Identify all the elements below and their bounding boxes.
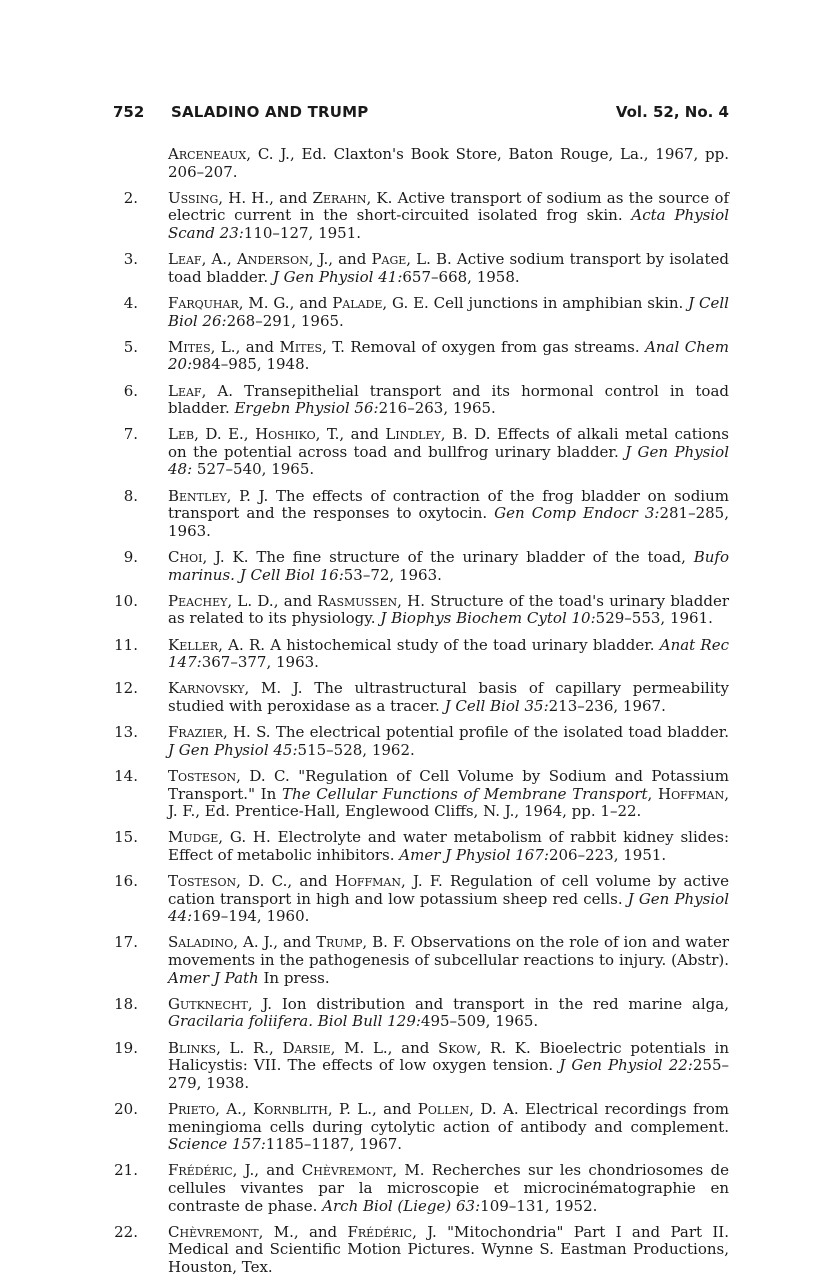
reference-text: , L. R., [216, 1038, 283, 1057]
reference-author: Darsie [282, 1038, 331, 1057]
page-number: 752 [113, 103, 145, 121]
reference-entry [113, 295, 729, 330]
reference-text: , H. H., and [218, 188, 313, 207]
reference-text: , M. J. The ultrastructural basis of capillary permeability studied with peroxidase as a tracer. [168, 679, 729, 715]
reference-author: Hoffman [334, 872, 401, 891]
reference-author: Chèvremont [301, 1161, 393, 1180]
reference-text: , L. B. Active sodium transport by isolated toad bladder. [168, 250, 729, 286]
reference-entry [113, 873, 729, 926]
reference-author: Frazier [168, 723, 223, 742]
continuation-text: , C. J., Ed. Claxton's Book Store, Baton Rouge, La., 1967, pp. 206–207. [168, 145, 729, 181]
reference-text: , T. Removal of oxygen from gas streams. [322, 337, 646, 356]
reference-text: , P. L., and [327, 1100, 418, 1118]
reference-author: Mudge [168, 828, 219, 847]
reference-text: 268–291, 1965. [226, 311, 344, 330]
reference-entry [113, 637, 729, 672]
reference-number: 13. [114, 723, 138, 742]
reference-entry [113, 1224, 729, 1277]
reference-citation: J Cell Biol 26: [168, 293, 729, 330]
reference-text: , A. Transepithelial transport and its hormonal control in toad bladder. [168, 381, 729, 418]
reference-author: Rasmussen [317, 591, 398, 610]
reference-author: Chèvremont [168, 1222, 259, 1241]
reference-number: 3. [123, 250, 138, 269]
reference-citation: J Gen Physiol 44: [168, 889, 730, 926]
reference-entry [113, 996, 729, 1031]
reference-author: Page [371, 250, 407, 269]
reference-text: , M. Recherches sur les chondriosomes de cellules vivantes par la microscopie et microcinématographie en contraste de phase. [168, 1161, 729, 1215]
reference-text: , P. J. The effects of contraction of the frog bladder on sodium transport and the responses to oxytocin. [168, 486, 729, 523]
reference-text: , J. F. Regulation of cell volume by active cation transport in high and low potassium sheep red cells. [168, 872, 729, 908]
reference-text: 255–279, 1938. [168, 1056, 729, 1092]
reference-text: 527–540, 1965. [192, 460, 315, 479]
reference-text: , L. D., and [227, 591, 318, 610]
reference-citation: Gen Comp Endocr 3: [494, 504, 660, 523]
reference-number: 16. [114, 872, 138, 891]
reference-number: 10. [114, 591, 138, 610]
reference-author: Mites [279, 337, 323, 356]
reference-text: 281–285, 1963. [168, 504, 729, 540]
reference-text: , K. Active transport of sodium as the source of electric current in the short-circuited isolated frog skin. [168, 188, 729, 225]
reference-citation: Anal Chem 20: [168, 337, 729, 374]
reference-author: Gutknecht [168, 994, 248, 1013]
reference-entry [113, 426, 729, 479]
reference-entry [113, 383, 729, 418]
reference-author: Hoshiko [255, 425, 316, 444]
reference-text: , G. H. Electrolyte and water metabolism of rabbit kidney slides: Effect of metabolic inhibitors. [168, 828, 729, 864]
reference-citation: J Cell Biol 35: [444, 696, 549, 715]
reference-citation: J Gen Physiol 22: [559, 1056, 693, 1075]
reference-number: 7. [123, 425, 138, 444]
reference-text: , J. "Mitochondria" Part I and Part II. Medical and Scientific Motion Pictures. Wynne S. Eastman Productions, Houston, Tex. [168, 1222, 729, 1276]
reference-author: Ussing [168, 188, 219, 207]
reference-text: 213–236, 1967. [548, 696, 666, 715]
running-header [113, 103, 729, 125]
reference-text: , M. L., and [330, 1038, 439, 1057]
reference-number: 19. [114, 1038, 138, 1057]
reference-text: , H. Structure of the toad's urinary bladder as related to its physiology. [168, 591, 730, 628]
reference-text: 367–377, 1963. [201, 653, 319, 672]
reference-text: 984–985, 1948. [192, 355, 310, 374]
reference-author: Mites [168, 337, 211, 356]
reference-text: , B. F. Observations on the role of ion and water movements in the pathogenesis of subcellular reactions to injury. (Abstr). [168, 933, 730, 970]
reference-number: 2. [123, 188, 138, 207]
reference-citation: Ergebn Physiol 56: [234, 399, 379, 418]
reference-text: , A. J., and [233, 933, 317, 952]
reference-author: Skow [438, 1038, 477, 1057]
reference-text: 1185–1187, 1967. [265, 1135, 403, 1154]
reference-text: , M., and [258, 1222, 348, 1241]
reference-entry [113, 251, 729, 286]
reference-author: Prieto [168, 1100, 216, 1118]
reference-citation: Amer J Physiol 167: [399, 845, 549, 864]
reference-text: , A. R. A histochemical study of the toad urinary bladder. [218, 635, 660, 654]
reference-number: 9. [123, 548, 138, 567]
reference-author: Zerahn [312, 188, 367, 207]
reference-author: Leaf [168, 250, 202, 269]
reference-text: , B. D. Effects of alkali metal cations on the potential across toad and bullfrog urinary bladder. [168, 425, 729, 461]
reference-citation: Science 157: [168, 1135, 266, 1154]
reference-number: 22. [114, 1222, 138, 1241]
reference-text: 53–72, 1963. [343, 565, 442, 584]
reference-author: Farquhar [168, 293, 239, 312]
reference-number: 5. [123, 337, 138, 356]
reference-text: , J., and [308, 250, 372, 269]
reference-author: Choi [168, 548, 203, 567]
reference-text: , H. S. The electrical potential profile of the isolated toad bladder. [222, 723, 729, 742]
reference-entry [113, 724, 729, 759]
reference-entry [113, 680, 729, 715]
reference-entry [113, 1162, 729, 1215]
reference-citation: Acta Physiol Scand 23: [168, 206, 729, 242]
reference-number: 4. [123, 293, 138, 312]
reference-entry [113, 549, 729, 584]
reference-author: Frédéric [347, 1222, 413, 1241]
reference-number: 20. [114, 1100, 138, 1118]
reference-text: , J. Ion distribution and transport in the red marine alga, [247, 994, 729, 1013]
reference-text: 110–127, 1951. [243, 223, 362, 242]
reference-entry [113, 768, 729, 821]
reference-number: 21. [114, 1161, 138, 1180]
reference-entry [113, 1101, 729, 1154]
reference-list [113, 146, 729, 1285]
reference-entry [113, 1040, 729, 1093]
reference-number: 14. [114, 766, 138, 785]
reference-entry [113, 339, 729, 374]
reference-citation: Anat Rec 147: [168, 635, 729, 672]
reference-citation: Gracilaria foliifera. Biol Bull 129: [168, 1012, 421, 1031]
reference-citation: The Cellular Functions of Membrane Transport [281, 784, 648, 803]
reference-number: 11. [114, 635, 138, 654]
reference-author: Leb [168, 425, 195, 444]
reference-text: , A., [215, 1100, 254, 1118]
reference-text: , [647, 784, 659, 803]
reference-citation: J Gen Physiol 45: [168, 740, 298, 759]
volume-issue: Vol. 52, No. 4 [615, 103, 729, 121]
reference-number: 18. [114, 994, 138, 1013]
reference-text: 109–131, 1952. [480, 1196, 598, 1215]
reference-text: 169–194, 1960. [192, 907, 310, 926]
reference-text: 529–553, 1961. [595, 609, 713, 628]
reference-author: Kornblith [253, 1100, 328, 1118]
reference-text: , D. E., [194, 425, 256, 444]
reference-entry [113, 488, 729, 541]
reference-author: Anderson [236, 250, 309, 269]
reference-author: Hoffman [658, 784, 725, 803]
reference-citation: Arch Biol (Liege) 63: [322, 1196, 481, 1215]
reference-text: 657–668, 1958. [402, 267, 520, 286]
reference-author: Trump [316, 933, 363, 952]
reference-text: , R. K. Bioelectric potentials in Halicystis: VII. The effects of low oxygen tension. [168, 1038, 729, 1075]
reference-entry [113, 190, 729, 243]
reference-citation: J Biophys Biochem Cytol 10: [380, 609, 596, 628]
reference-text: 206–223, 1951. [548, 845, 667, 864]
reference-number: 6. [123, 381, 138, 400]
reference-number: 8. [123, 486, 138, 505]
reference-author: Lindley [385, 425, 441, 444]
reference-author: Pollen [417, 1100, 470, 1118]
reference-author: Frédéric [168, 1161, 233, 1180]
reference-entry [113, 593, 729, 628]
reference-number: 17. [114, 933, 138, 952]
reference-author: Keller [168, 635, 219, 654]
reference-entry [113, 934, 729, 987]
reference-author: Peachey [168, 591, 228, 610]
reference-text: 216–263, 1965. [378, 399, 496, 418]
reference-citation: J Gen Physiol 41: [272, 267, 403, 286]
running-head-authors: SALADINO AND TRUMP [171, 103, 369, 121]
reference-text: 495–509, 1965. [420, 1012, 539, 1031]
reference-text: 515–528, 1962. [297, 740, 415, 759]
reference-text: , A., [201, 250, 237, 269]
reference-text: , G. E. Cell junctions in amphibian skin. [382, 293, 689, 312]
reference-citation: Amer J Path [168, 968, 259, 987]
reference-text: , D. C., and [236, 872, 335, 891]
reference-text: , D. C. "Regulation of Cell Volume by Sodium and Potassium Transport." In [168, 766, 729, 803]
reference-author: Blinks [168, 1038, 217, 1057]
reference-entry [113, 829, 729, 864]
reference-author: Leaf [168, 381, 202, 400]
reference-citation: J Gen Physiol 48: [168, 442, 729, 479]
reference-continuation [113, 146, 729, 181]
reference-author: Karnovsky [168, 679, 245, 698]
reference-author: Tosteson [168, 872, 237, 891]
reference-author: Tosteson [168, 766, 237, 785]
reference-text: , L., and [210, 337, 280, 356]
reference-author: Saladino [168, 933, 234, 952]
reference-author: Bentley [168, 486, 227, 505]
reference-text: , J., and [232, 1161, 302, 1180]
reference-author: Palade [332, 293, 383, 312]
reference-text: , J. K. The fine structure of the urinary bladder of the toad, [202, 548, 694, 567]
reference-text: , J. F., Ed. Prentice-Hall, Englewood Cliffs, N. J., 1964, pp. 1–22. [168, 784, 729, 821]
continuation-author: Arceneaux [168, 145, 247, 163]
reference-text: , T., and [315, 425, 386, 444]
reference-number: 12. [114, 679, 138, 698]
reference-citation: Bufo marinus. J Cell Biol 16: [168, 548, 729, 584]
reference-number: 15. [114, 828, 138, 847]
reference-text: , D. A. Electrical recordings from meningioma cells during cytolytic action of antibody and complement. [168, 1100, 729, 1136]
reference-text: In press. [258, 968, 330, 987]
reference-text: , M. G., and [238, 293, 333, 312]
